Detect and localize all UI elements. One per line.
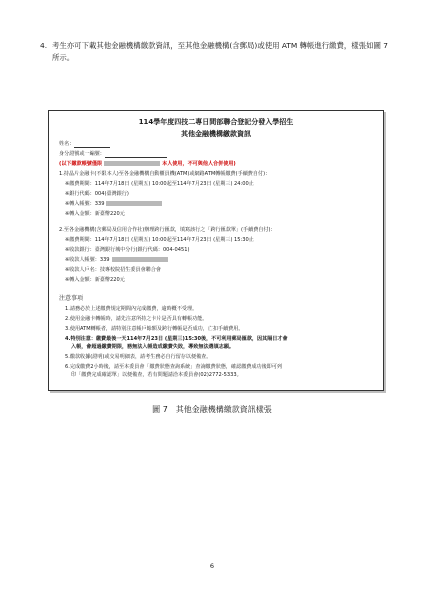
note-2: 2.使用金融卡轉帳時，請先注意所持之卡片是否具有轉帳功能。 — [65, 316, 208, 322]
section1-period: ※繳費期間：114年7月18日 (星期五) 10:00起至114年7月23日 (星期三) 24:00止 — [65, 181, 254, 187]
note-3: 3.使用ATM轉帳者，請特別注意帳戶餘額及跨行轉帳是否成功，亡扣手續費用。 — [65, 326, 244, 332]
figure-caption: 圖 7 其他金融機構繳款資訊樣張 — [152, 405, 272, 414]
notes-title: 注意事項 — [59, 295, 84, 302]
name-blank — [74, 142, 110, 148]
id-row — [59, 151, 167, 158]
section1-amount: ※轉入金額：新臺幣220元 — [65, 211, 125, 217]
redacted-account-2 — [112, 257, 168, 262]
section2-account: ※收款人帳號：339 — [65, 257, 110, 263]
section1-bank: ※銀行代碼：004(臺灣銀行) — [65, 191, 129, 197]
note-1: 1.請務必於上述繳費規定期間內完成繳費，逾時概不受理。 — [65, 306, 198, 312]
name-row — [59, 141, 110, 148]
section2-amount: ※轉入金額：新臺幣220元 — [65, 277, 125, 283]
note-6-line2: 印「繳費完成確認單」以便備查，若有問題請洽本委員會(02)2772-5333。 — [71, 372, 242, 378]
note-4-line2: 入帳，會超過繳費期限，務無法入帳造成繳費失敗，導致無法選填志願。 — [71, 344, 235, 350]
intro-number: 4. — [40, 41, 48, 50]
section1-account: ※轉入帳號：339 — [65, 201, 105, 207]
note-6-line1: 6.完成繳費2小時後，請至本委員會「繳費狀態查詢系統」查詢繳費狀態，確認繳費成功後即可列 — [65, 364, 282, 370]
warning-row — [59, 161, 236, 168]
intro-text: 考生亦可下載其他金融機構繳款資訊，至其他金融機構(含郵局)或使用 ATM 轉帳進行繳費，樣張如圖 7 所示。 — [52, 41, 388, 62]
form-title: 114學年度四技二專日間部聯合登記分發入學招生 — [138, 118, 294, 126]
section2-payee: ※收款人戶名：技專校院招生委員會聯合會 — [65, 267, 161, 273]
id-label: 身分證號或一編號： — [59, 151, 105, 157]
section1-title: 1.持晶片金融卡(不限本人)至各金融機構自動櫃員機(ATM)或網路ATM轉帳繳費(手續費自付)： — [59, 171, 271, 177]
section2-bank: ※收款銀行：臺灣銀行城中分行(銀行代碼：004-0451) — [65, 247, 190, 253]
section2-account-row — [65, 257, 170, 264]
section2-title: 2.至各金融機構(含郵局及信用合作社)辦理跨行匯款，填寫該行之「跨行匯款單」(手續費自付)： — [59, 227, 276, 233]
warning-right: 本人使用，不可與他人合併使用) — [162, 161, 236, 167]
redacted-account-1 — [106, 201, 162, 206]
name-label: 姓名： — [59, 141, 75, 147]
form-subtitle: 其他金融機構繳款資訊 — [181, 130, 251, 138]
id-blank — [105, 152, 167, 158]
payment-info-form — [48, 110, 384, 391]
page-number: 6 — [209, 562, 215, 570]
note-5: 5.繳款收據(證明)或交易明細表，請考生務必自行留存以便備查。 — [65, 354, 212, 360]
section2-period: ※繳費期間：114年7月18日 (星期五) 10:00起至114年7月23日 (星期三) 15:30止 — [65, 237, 254, 243]
redacted-name — [104, 161, 160, 166]
section1-account-row — [65, 201, 164, 208]
intro-paragraph — [40, 40, 390, 64]
warning-left: (以下繳款帳號僅限 — [59, 161, 103, 167]
note-4-line1: 4.特別注意：繳費最後一天114年7月23日 (星期三)15:30後，不可利用郵局匯款，因其隔日才會 — [65, 336, 288, 342]
